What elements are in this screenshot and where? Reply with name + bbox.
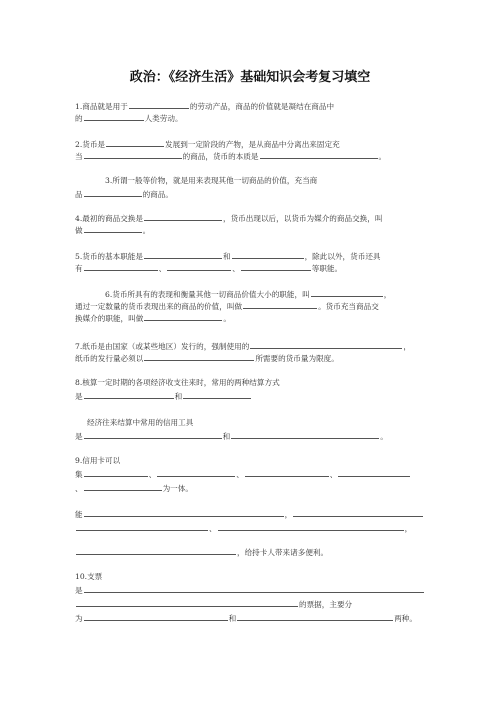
q9-text-g: 为一体。: [162, 484, 193, 493]
q1-line-1: [75, 100, 334, 112]
q10-text-b: 是: [75, 586, 83, 595]
q7-line-1: [75, 340, 411, 352]
q7-text-d: 所需要的货币量为限度。: [255, 354, 339, 363]
q4-blank-2[interactable]: [84, 224, 142, 233]
q9-blank-3[interactable]: [245, 468, 329, 477]
q2-text-a: 2.货币是: [75, 140, 106, 149]
q6-text-d: 。货币充当商品交: [318, 302, 379, 311]
q8-text-g: 。: [380, 432, 388, 441]
q10-text-e: 和: [228, 614, 237, 623]
q4-text-c: 做: [75, 226, 83, 235]
q9-line-1: [75, 456, 120, 466]
q7-line-2: [75, 352, 339, 364]
q10-line-4: [75, 612, 417, 624]
q9-text-j: 、: [209, 524, 217, 533]
q2-text-b: 发展到一定阶段的产物，是从商品中分离出来固定充: [165, 140, 340, 149]
page-title: 政治：《经济生活》基础知识会考复习填空: [129, 70, 371, 85]
q4-text-b: ，货币出现以后，以货币为媒介的商品交换，叫: [223, 214, 383, 223]
q8-text-c: 和: [174, 392, 183, 401]
q5-line-2: [75, 262, 342, 274]
q7-blank-1[interactable]: [250, 340, 402, 349]
q8-text-e: 是: [75, 432, 83, 441]
q1-text-d: 人类劳动。: [144, 114, 183, 123]
q10-blank-2[interactable]: [76, 598, 298, 607]
q4-blank-1[interactable]: [144, 212, 222, 221]
q9-blank-2[interactable]: [157, 468, 235, 477]
q9-text-i: ，: [284, 510, 293, 519]
q2-line-2: [75, 150, 386, 162]
q1-blank-1[interactable]: [129, 100, 189, 109]
q8-text-b: 是: [75, 392, 83, 401]
q9-blank-7[interactable]: [293, 508, 423, 517]
q6-blank-3[interactable]: [144, 312, 222, 321]
q9-blank-6[interactable]: [84, 508, 284, 517]
q8-blank-2[interactable]: [183, 390, 251, 399]
q4-line-2: [75, 224, 150, 236]
q10-blank-4[interactable]: [237, 612, 393, 621]
q10-text-a: 10.支票: [75, 572, 103, 581]
q5-blank-4[interactable]: [167, 262, 231, 271]
q10-blank-1[interactable]: [84, 584, 424, 593]
q3-blank-1[interactable]: [84, 188, 142, 197]
q9-line-3: [75, 482, 193, 494]
q7-text-b: ，: [403, 342, 411, 351]
q9-line-4: [75, 508, 424, 520]
q2-blank-1[interactable]: [106, 138, 164, 147]
q10-line-3: [75, 598, 352, 610]
q5-blank-5[interactable]: [241, 262, 311, 271]
q6-text-b: ，: [383, 290, 392, 299]
q3-line-1: [105, 176, 317, 186]
q2-line-1: [75, 138, 340, 150]
q5-blank-2[interactable]: [232, 250, 304, 259]
q6-text-f: 。: [223, 314, 231, 323]
q1-blank-2[interactable]: [84, 112, 144, 121]
q6-line-1: [105, 288, 391, 300]
q3-text-c: 的商品。: [142, 190, 173, 199]
q6-blank-2[interactable]: [243, 300, 317, 309]
q3-text-b: 品: [75, 190, 83, 199]
q9-text-f: 、: [75, 484, 83, 493]
q1-text-a: 1.商品就是用于: [75, 102, 128, 111]
q9-blank-4[interactable]: [338, 468, 410, 477]
q9-text-c: 、: [148, 470, 157, 479]
q7-text-c: 纸币的发行量必须以: [75, 354, 144, 363]
q2-blank-2[interactable]: [84, 150, 182, 159]
q6-text-e: 换媒介的职能，叫做: [75, 314, 144, 323]
q9-line-6: [75, 546, 328, 558]
q5-text-e: 、: [158, 264, 167, 273]
q8-text-d: 经济往来结算中常用的信用工具: [87, 418, 194, 427]
q6-line-2: [75, 300, 379, 312]
q5-line-1: [75, 250, 381, 262]
q7-text-a: 7.纸币是由国家（或某些地区）发行的，强制使用的: [75, 342, 250, 351]
q8-line-2: [75, 390, 252, 402]
q4-line-1: [75, 212, 382, 224]
q8-line-1: [75, 378, 280, 388]
q1-text-c: 的: [75, 114, 83, 123]
q6-blank-1[interactable]: [311, 288, 383, 297]
q9-text-k: ，: [404, 524, 413, 533]
q9-blank-9[interactable]: [218, 522, 404, 531]
q5-text-d: 有: [75, 264, 83, 273]
q5-text-c: ，除此以外，货币还具: [304, 252, 381, 261]
q2-text-e: 。: [378, 152, 387, 161]
q10-text-f: 两种。: [394, 614, 417, 623]
q8-text-a: 8.核算一定时期的各项经济收支往来时，常用的两种结算方式: [75, 378, 280, 387]
q5-blank-1[interactable]: [144, 250, 222, 259]
q9-text-a: 9.信用卡可以: [75, 456, 121, 465]
q4-text-a: 4.最初的商品交换是: [75, 214, 143, 223]
q10-line-2: [75, 584, 425, 596]
q9-text-h: 能: [75, 510, 83, 519]
q1-line-2: [75, 112, 183, 124]
q8-text-f: 和: [222, 432, 231, 441]
q9-text-l: ，给持卡人带来诸多便利。: [237, 548, 329, 557]
q9-blank-10[interactable]: [76, 546, 236, 555]
q5-text-f: 、: [232, 264, 240, 273]
q2-text-c: 当: [75, 152, 83, 161]
q8-blank-3[interactable]: [84, 430, 222, 439]
q10-line-1: [75, 572, 102, 582]
q8-blank-4[interactable]: [231, 430, 379, 439]
q9-blank-1[interactable]: [84, 468, 148, 477]
q6-text-a: 6.货币所具有的表现和衡量其他一切商品价值大小的职能，叫: [105, 290, 310, 299]
q5-text-b: 和: [223, 252, 231, 261]
q5-text-a: 5.货币的基本职能是: [75, 252, 143, 261]
q9-line-5: [75, 522, 412, 534]
q2-blank-3[interactable]: [260, 150, 378, 159]
q8-line-3: [87, 418, 193, 428]
q8-line-4: [75, 430, 388, 442]
q10-blank-3[interactable]: [84, 612, 228, 621]
q6-line-3: [75, 312, 231, 324]
q5-text-g: 等职能。: [311, 264, 343, 273]
q3-text-a: 3.所谓一般等价物，就是用来表现其他一切商品的价值，充当商: [105, 176, 318, 185]
q9-text-b: 集: [75, 470, 83, 479]
q1-text-b: 的劳动产品，商品的价值就是凝结在商品中: [189, 102, 335, 111]
q9-text-e: 、: [329, 470, 338, 479]
q6-text-c: 通过一定数量的货币表现出来的商品的价值，叫做: [75, 302, 243, 311]
q8-blank-1[interactable]: [84, 390, 174, 399]
q10-text-c: 的票据，主要分: [299, 600, 353, 609]
q4-text-d: 。: [142, 226, 151, 235]
q9-line-2: [75, 468, 411, 480]
q3-line-2: [75, 188, 173, 200]
q10-text-d: 为: [75, 614, 83, 623]
q9-text-d: 、: [236, 470, 244, 479]
q2-text-d: 的商品，货币的本质是: [182, 152, 259, 161]
q9-blank-5[interactable]: [84, 482, 162, 491]
q7-blank-2[interactable]: [144, 352, 254, 361]
q9-blank-8[interactable]: [76, 522, 208, 531]
q5-blank-3[interactable]: [84, 262, 158, 271]
